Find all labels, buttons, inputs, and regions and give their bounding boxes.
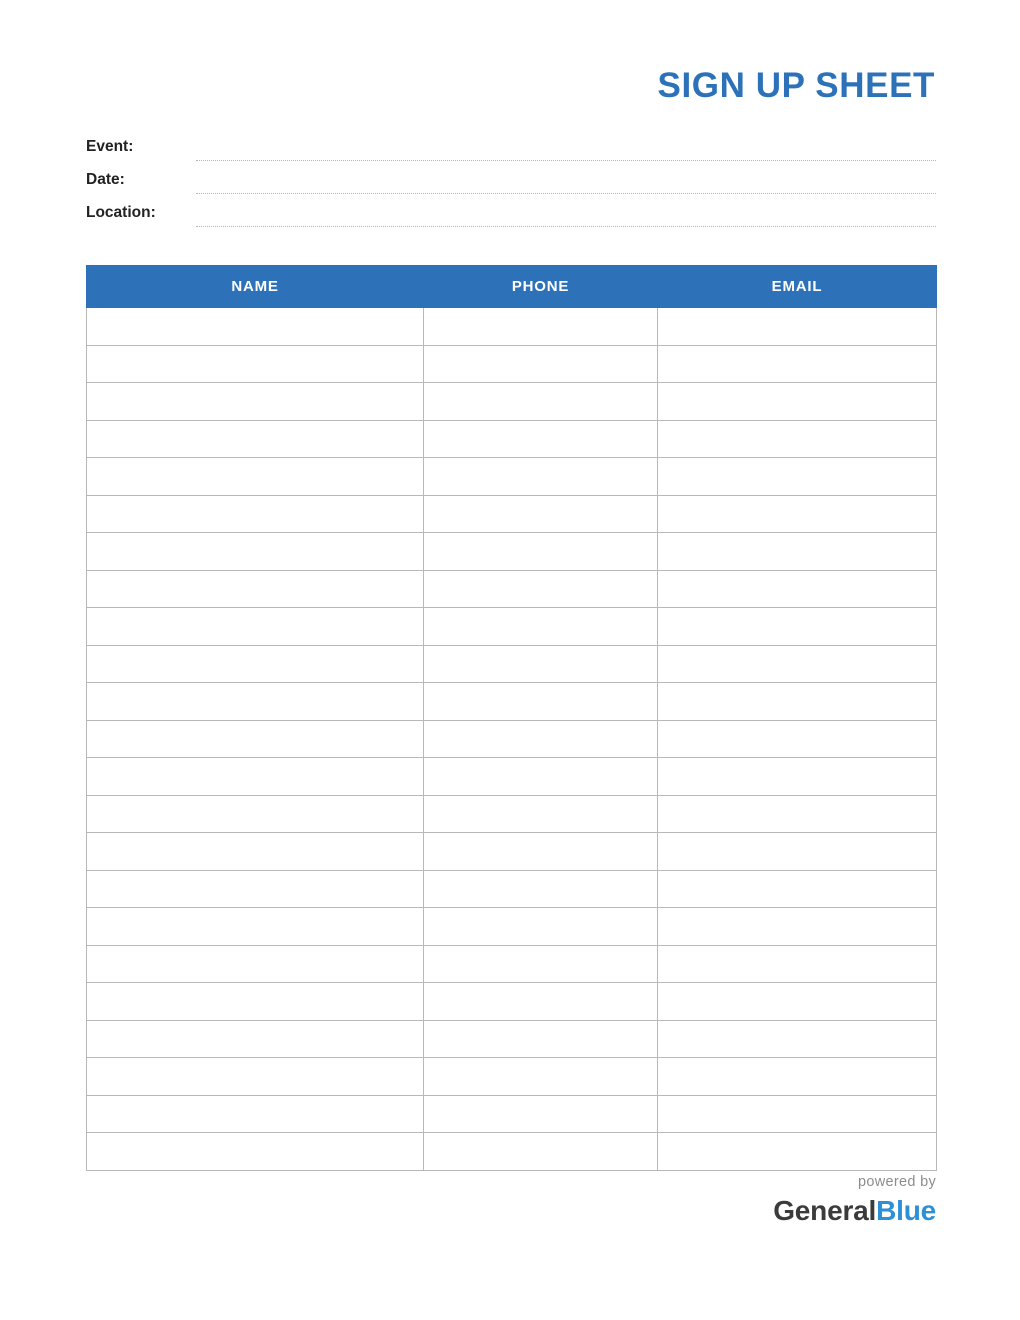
cell-email[interactable]: [658, 833, 937, 871]
cell-phone[interactable]: [424, 533, 658, 571]
cell-phone[interactable]: [424, 720, 658, 758]
cell-name[interactable]: [87, 1133, 424, 1171]
cell-email[interactable]: [658, 870, 937, 908]
cell-phone[interactable]: [424, 645, 658, 683]
table-row: [87, 983, 937, 1021]
cell-phone[interactable]: [424, 345, 658, 383]
cell-email[interactable]: [658, 383, 937, 421]
table-row: [87, 608, 937, 646]
signup-table-wrapper: [86, 265, 936, 1171]
cell-email[interactable]: [658, 608, 937, 646]
cell-email[interactable]: [658, 945, 937, 983]
brand-footer: [773, 1175, 936, 1225]
table-row: [87, 1020, 937, 1058]
cell-email[interactable]: [658, 345, 937, 383]
cell-email[interactable]: [658, 795, 937, 833]
brand-logo: [773, 1194, 936, 1226]
table-row: [87, 495, 937, 533]
cell-email[interactable]: [658, 683, 937, 721]
cell-name[interactable]: [87, 758, 424, 796]
table-row: [87, 458, 937, 496]
date-field[interactable]: [196, 169, 936, 194]
cell-email[interactable]: [658, 570, 937, 608]
cell-name[interactable]: [87, 420, 424, 458]
cell-phone[interactable]: [424, 608, 658, 646]
cell-phone[interactable]: [424, 908, 658, 946]
cell-phone[interactable]: [424, 420, 658, 458]
location-field[interactable]: [196, 202, 936, 227]
brand-logo-first: General: [773, 1194, 877, 1226]
cell-name[interactable]: [87, 533, 424, 571]
cell-email[interactable]: [658, 495, 937, 533]
cell-phone[interactable]: [424, 758, 658, 796]
cell-name[interactable]: [87, 833, 424, 871]
column-header-name: NAME: [87, 266, 424, 308]
cell-phone[interactable]: [424, 308, 658, 346]
event-label: Event:: [86, 138, 134, 155]
cell-email[interactable]: [658, 1020, 937, 1058]
cell-name[interactable]: [87, 495, 424, 533]
meta-row-event: [86, 128, 936, 161]
date-value: [196, 169, 936, 191]
cell-name[interactable]: [87, 908, 424, 946]
cell-email[interactable]: [658, 645, 937, 683]
table-row: [87, 1133, 937, 1171]
table-row: [87, 533, 937, 571]
cell-phone[interactable]: [424, 870, 658, 908]
table-row: [87, 908, 937, 946]
table-row: [87, 945, 937, 983]
cell-name[interactable]: [87, 608, 424, 646]
table-row: [87, 833, 937, 871]
table-row: [87, 683, 937, 721]
cell-name[interactable]: [87, 458, 424, 496]
cell-name[interactable]: [87, 683, 424, 721]
location-value: [196, 202, 936, 224]
cell-name[interactable]: [87, 645, 424, 683]
cell-phone[interactable]: [424, 458, 658, 496]
event-value: [196, 136, 936, 158]
meta-fields: [86, 128, 936, 227]
table-row: [87, 345, 937, 383]
cell-name[interactable]: [87, 308, 424, 346]
table-header: [87, 266, 937, 308]
meta-row-location: [86, 194, 936, 227]
cell-phone[interactable]: [424, 495, 658, 533]
cell-email[interactable]: [658, 1058, 937, 1096]
event-field[interactable]: [196, 136, 936, 161]
cell-phone[interactable]: [424, 833, 658, 871]
cell-email[interactable]: [658, 908, 937, 946]
table-header-row: [87, 266, 937, 308]
cell-email[interactable]: [658, 420, 937, 458]
cell-name[interactable]: [87, 983, 424, 1021]
table-row: [87, 308, 937, 346]
table-row: [87, 645, 937, 683]
meta-row-date: [86, 161, 936, 194]
cell-email[interactable]: [658, 533, 937, 571]
cell-name[interactable]: [87, 1020, 424, 1058]
cell-email[interactable]: [658, 308, 937, 346]
table-row: [87, 383, 937, 421]
cell-phone[interactable]: [424, 1095, 658, 1133]
cell-name[interactable]: [87, 945, 424, 983]
table-row: [87, 720, 937, 758]
cell-phone[interactable]: [424, 683, 658, 721]
cell-phone[interactable]: [424, 1020, 658, 1058]
table-row: [87, 758, 937, 796]
cell-email[interactable]: [658, 1133, 937, 1171]
powered-by-label: powered by: [858, 1174, 936, 1190]
table-row: [87, 570, 937, 608]
date-label: Date:: [86, 171, 125, 188]
cell-email[interactable]: [658, 1095, 937, 1133]
cell-email[interactable]: [658, 983, 937, 1021]
column-header-phone: PHONE: [424, 266, 658, 308]
cell-email[interactable]: [658, 458, 937, 496]
table-row: [87, 795, 937, 833]
page-title: SIGN UP SHEET: [657, 66, 935, 105]
cell-name[interactable]: [87, 1058, 424, 1096]
table-row: [87, 1095, 937, 1133]
cell-phone[interactable]: [424, 945, 658, 983]
cell-email[interactable]: [658, 720, 937, 758]
cell-name[interactable]: [87, 570, 424, 608]
cell-name[interactable]: [87, 345, 424, 383]
signup-table: [86, 265, 937, 1171]
cell-phone[interactable]: [424, 570, 658, 608]
cell-phone[interactable]: [424, 1133, 658, 1171]
table-row: [87, 870, 937, 908]
column-header-email: EMAIL: [658, 266, 937, 308]
cell-name[interactable]: [87, 720, 424, 758]
table-row: [87, 420, 937, 458]
cell-name[interactable]: [87, 870, 424, 908]
cell-name[interactable]: [87, 795, 424, 833]
cell-phone[interactable]: [424, 795, 658, 833]
cell-phone[interactable]: [424, 383, 658, 421]
cell-email[interactable]: [658, 758, 937, 796]
table-body: [87, 308, 937, 1171]
cell-name[interactable]: [87, 383, 424, 421]
cell-name[interactable]: [87, 1095, 424, 1133]
cell-phone[interactable]: [424, 983, 658, 1021]
location-label: Location:: [86, 204, 156, 221]
cell-phone[interactable]: [424, 1058, 658, 1096]
table-row: [87, 1058, 937, 1096]
brand-logo-second: Blue: [876, 1194, 936, 1226]
